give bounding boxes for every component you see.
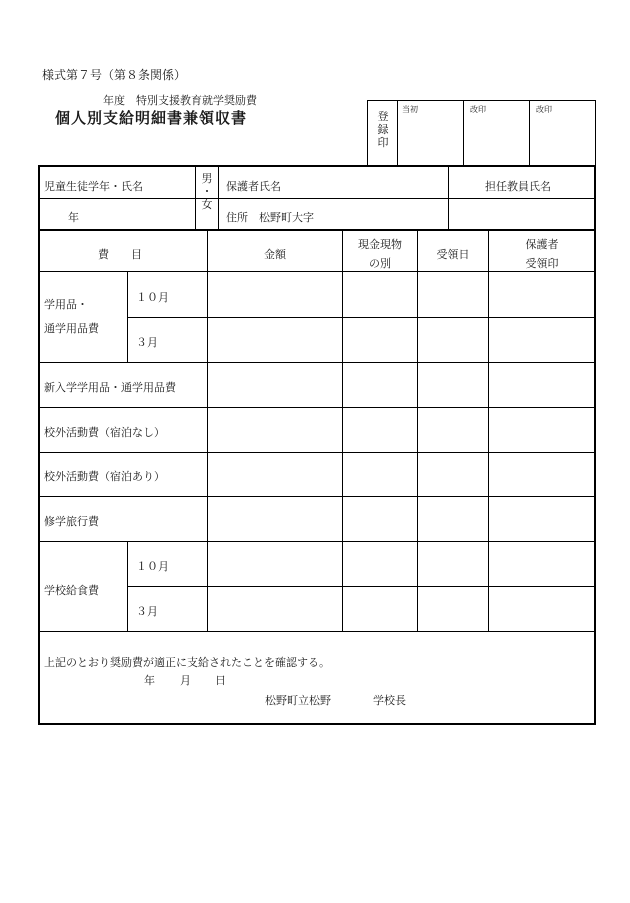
gender-female-label: 女 bbox=[201, 198, 213, 211]
row-school-supplies-2: 通学用品費 bbox=[44, 322, 99, 335]
row-new-enrollment: 新入学学用品・通学用品費 bbox=[44, 381, 176, 394]
school-name: 松野町立松野 bbox=[265, 694, 331, 707]
info-bottom-border bbox=[38, 229, 596, 231]
gender-dot: ・ bbox=[201, 185, 213, 198]
guardian-name-label: 保護者氏名 bbox=[226, 180, 281, 193]
row-outdoor-stay: 校外活動費（宿泊あり） bbox=[44, 470, 165, 483]
header-cash-goods-2: の別 bbox=[369, 257, 391, 270]
confirmation-text: 上記のとおり奨励費が適正に支給されたことを確認する。 bbox=[44, 656, 330, 669]
info-row-divider bbox=[38, 198, 596, 199]
seal-revision1-box[interactable] bbox=[463, 100, 530, 166]
header-cash-goods-1: 現金現物 bbox=[358, 238, 402, 251]
seal-revision2-label: 改印 bbox=[536, 105, 552, 114]
principal-label: 学校長 bbox=[373, 694, 406, 707]
form-number: 様式第７号（第８条関係） bbox=[42, 68, 187, 82]
amount-supplies-mar-cell[interactable] bbox=[208, 318, 342, 362]
registration-seal-box bbox=[367, 100, 398, 166]
col-divider-seal bbox=[488, 230, 489, 631]
col-divider-cash bbox=[342, 230, 343, 631]
page-title: 個人別支給明細書兼領収書 bbox=[55, 109, 248, 127]
row-lunch-mar: ３月 bbox=[136, 605, 158, 618]
col-divider-date bbox=[417, 230, 418, 631]
row-school-supplies-1: 学用品・ bbox=[44, 298, 88, 311]
amount-supplies-oct-cell[interactable] bbox=[208, 272, 342, 317]
teacher-name-label: 担任教員氏名 bbox=[485, 180, 551, 193]
seal-revision1-label: 改印 bbox=[470, 105, 486, 114]
date-day: 日 bbox=[215, 674, 226, 687]
row-school-lunch: 学校給食費 bbox=[44, 584, 99, 597]
seal-original-label: 当初 bbox=[402, 105, 418, 114]
row-supplies-oct: １０月 bbox=[136, 291, 169, 304]
row-outdoor-no-stay: 校外活動費（宿泊なし） bbox=[44, 426, 165, 439]
registration-label-3: 印 bbox=[377, 136, 389, 149]
header-receipt-date: 受領日 bbox=[436, 248, 470, 261]
registration-label-1: 登 bbox=[377, 110, 389, 123]
registration-label-2: 録 bbox=[377, 123, 389, 136]
row-lunch-oct: １０月 bbox=[136, 560, 169, 573]
header-guardian-seal-2: 受領印 bbox=[525, 257, 559, 270]
date-month: 月 bbox=[180, 674, 191, 687]
subtitle: 年度 特別支援教育就学奨励費 bbox=[103, 94, 257, 107]
address-label: 住所 松野町大字 bbox=[226, 211, 314, 224]
seal-revision2-box[interactable] bbox=[529, 100, 596, 166]
date-year: 年 bbox=[144, 674, 155, 687]
header-amount: 金額 bbox=[264, 248, 286, 261]
header-item: 費 目 bbox=[98, 248, 142, 261]
gender-male-label: 男 bbox=[201, 172, 213, 185]
row-supplies-mar: ３月 bbox=[136, 336, 158, 349]
grade-label: 年 bbox=[68, 211, 79, 224]
header-guardian-seal-1: 保護者 bbox=[525, 238, 559, 251]
student-label: 児童生徒学年・氏名 bbox=[44, 180, 143, 193]
seal-original-box[interactable] bbox=[397, 100, 464, 166]
row-school-trip: 修学旅行費 bbox=[44, 515, 99, 528]
